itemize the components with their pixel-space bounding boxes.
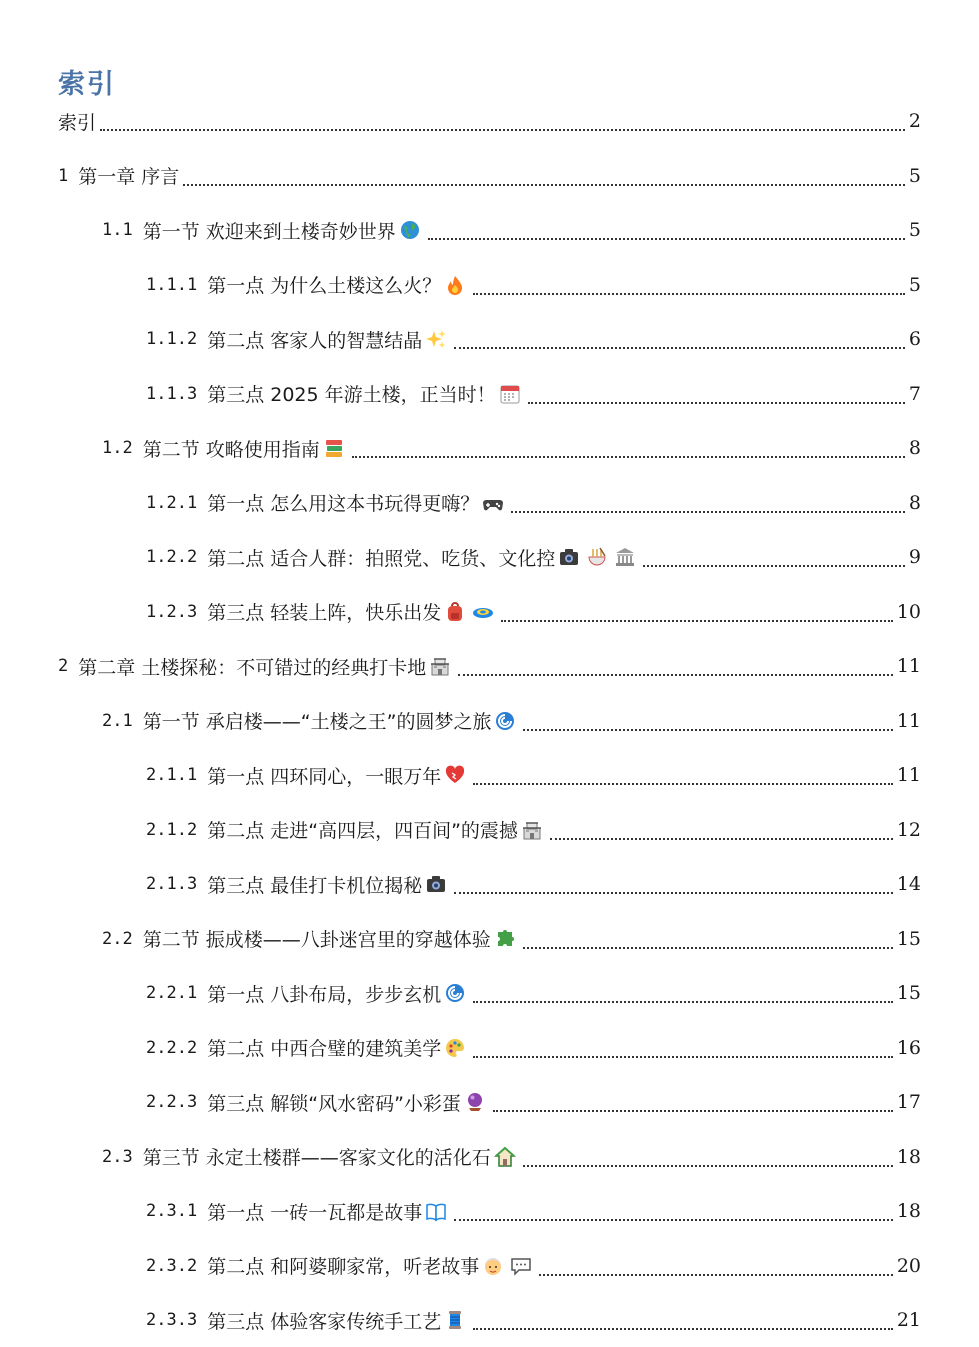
toc-entry-page: 5 [908,164,921,187]
dot-leader [454,347,905,349]
toc-entry-number: 2.2 [102,928,133,949]
toc-entry[interactable] [0,476,921,530]
toc-entry[interactable] [0,1130,921,1184]
toc-entry-number: 1.2 [102,438,133,458]
dot-leader [473,1056,893,1058]
toc-entry[interactable] [0,585,921,639]
dot-leader [523,1165,893,1167]
toc-entry-number: 1 [58,165,69,186]
gamepad-icon [482,492,504,514]
toc-entry-number: 2 [58,656,69,676]
thread-icon [444,1309,466,1331]
palette-icon [444,1037,466,1059]
dot-leader [523,729,892,731]
toc-entry-label: 第三节 永定土楼群——客家文化的活化石 [142,1147,491,1169]
dot-leader [523,947,893,949]
toc-entry-page: 8 [908,437,921,459]
toc-entry-label: 第一点 怎么用这本书玩得更嗨？ [207,493,480,515]
toc-entry-number: 2.3 [102,1146,133,1167]
toc-entry-number: 2.3.3 [146,1310,198,1330]
books-icon [323,437,345,459]
toc-entry[interactable] [0,312,921,366]
toc-entry[interactable] [0,421,921,475]
dot-leader [501,620,893,622]
toc-entry-label: 第二章 土楼探秘：不可错过的经典打卡地 [78,656,427,679]
toc-entry-label: 第一节 欢迎来到土楼奇妙世界 [142,220,396,243]
toc-entry[interactable] [0,694,921,748]
museum-icon [614,546,636,568]
toc-entry-label: 第一点 八卦布局，步步玄机 [207,983,442,1006]
toc-entry[interactable] [0,966,921,1020]
dot-leader [100,129,905,131]
dot-leader [454,1219,893,1221]
toc-entry[interactable] [0,1239,921,1293]
cyclone-icon [494,710,516,732]
toc-entry-label: 第二点 走进“高四层，四百间”的震撼 [207,820,518,842]
toc-entry[interactable] [0,1293,921,1347]
dot-leader [183,184,905,186]
toc-entry-page: 7 [908,382,921,405]
toc-entry[interactable] [0,639,921,693]
toc-entry-label: 第二节 振成楼——八卦迷宫里的穿越体验 [142,929,491,951]
toc-entry[interactable] [0,748,921,802]
fire-icon [444,274,466,296]
toc-entry-page: 2 [908,110,921,132]
toc-entry-page: 11 [896,709,921,732]
toc-entry-number: 1.2.1 [146,492,198,513]
toc-entry-label: 第一章 序言 [78,166,180,188]
dot-leader [428,238,905,240]
toc-entry-number: 2.3.1 [146,1201,198,1221]
toc-entry-number: 2.1.1 [146,765,198,785]
toc-entry-label: 第二点 客家人的智慧结晶 [207,329,423,352]
camera-icon [558,546,580,568]
toc-entry-page: 5 [908,273,921,296]
toc-entry[interactable] [0,912,921,966]
noodles-icon [586,546,608,568]
dot-leader [493,1110,893,1112]
toc-entry-page: 16 [896,1036,921,1059]
toc-entry[interactable] [0,94,921,148]
toc-entry-number: 1.1.3 [146,383,198,404]
toc-entry-number: 2.3.2 [146,1255,198,1276]
dot-leader [528,402,905,404]
toc-entry-page: 5 [908,219,921,241]
dot-leader [473,783,893,785]
toc-entry-page: 6 [908,328,921,350]
toc-entry-page: 12 [896,818,921,841]
camera-icon [425,873,447,895]
toc-entry-page: 11 [896,655,921,677]
house-icon [494,1146,516,1168]
toc-entry-number: 2.2.1 [146,983,198,1003]
toc-entry[interactable] [0,803,921,857]
flying-disc-icon [472,601,494,623]
dot-leader [511,511,905,513]
toc-entry-number: 2.1 [102,710,133,731]
dot-leader [473,1001,893,1003]
toc-entry-number: 1.1.1 [146,274,198,295]
toc-entry[interactable] [0,857,921,911]
toc-entry-number: 1.1 [102,220,133,240]
toc-entry-label: 第一点 一砖一瓦都是故事 [207,1201,423,1224]
toc-entry-label: 第三点 轻装上阵，快乐出发 [207,602,442,624]
toc-entry-label: 第二点 中西合璧的建筑美学 [207,1038,442,1060]
toc-entry-page: 14 [896,873,921,895]
toc-entry[interactable] [0,258,921,312]
toc-entry-label: 第三点 体验客家传统手工艺 [207,1310,442,1333]
dot-leader [539,1274,893,1276]
backpack-icon [444,601,466,623]
toc-entry-page: 20 [896,1254,921,1277]
dot-leader [454,892,893,894]
toc-entry-number: 2.2.2 [146,1037,198,1058]
toc-entry-number: 1.2.3 [146,601,198,622]
toc-entry-label: 第一点 四环同心，一眼万年 [207,765,442,788]
heart-icon [444,764,466,786]
toc-entry-number: 2.1.3 [146,874,198,894]
toc-entry[interactable] [0,1021,921,1075]
dot-leader [643,565,905,567]
toc-entry[interactable] [0,1184,921,1238]
toc-entry[interactable] [0,530,921,584]
toc-entry-page: 18 [896,1200,921,1222]
toc-entry-label: 索引 [58,111,97,134]
dot-leader [352,456,905,458]
toc-entry-page: 11 [896,764,921,786]
toc-title: 索引 [58,69,116,100]
toc-entry-number: 1.2.2 [146,547,198,567]
toc-entry-number: 1.1.2 [146,329,198,349]
castle-icon [429,655,451,677]
speech-bubble-icon [510,1255,532,1277]
toc-entry-label: 第三点 最佳打卡机位揭秘 [207,874,423,897]
puzzle-icon [494,928,516,950]
toc-entry-number: 2.2.3 [146,1092,198,1112]
open-book-icon [425,1200,447,1222]
toc-entry-page: 10 [896,600,921,623]
globe-icon [399,219,421,241]
toc-entry-page: 15 [896,927,921,950]
toc-entry[interactable] [0,149,921,203]
toc-entry-page: 15 [896,982,921,1004]
toc-entry-page: 17 [896,1091,921,1113]
dot-leader [473,293,905,295]
castle-icon [521,819,543,841]
toc-entry-page: 21 [896,1309,921,1331]
toc-entry[interactable] [0,203,921,257]
dot-leader [473,1328,893,1330]
toc-entry-page: 9 [908,546,921,568]
toc-entry-number: 2.1.2 [146,819,198,840]
calendar-icon [499,383,521,405]
toc-entry-label: 第二点 适合人群：拍照党、吃货、文化控 [207,547,556,570]
dot-leader [458,674,893,676]
toc-entry-label: 第二节 攻略使用指南 [142,438,320,461]
toc-entry-page: 18 [896,1145,921,1168]
toc-entry-label: 第二点 和阿婆聊家常，听老故事 [207,1256,480,1278]
toc-entry-page: 8 [908,491,921,514]
toc-entry-label: 第一点 为什么土楼这么火？ [207,275,442,297]
sparkles-icon [425,328,447,350]
toc-entry-label: 第三点 解锁“风水密码”小彩蛋 [207,1092,461,1115]
toc-entry[interactable] [0,1075,921,1129]
toc-entry-label: 第一节 承启楼——“土楼之王”的圆梦之旅 [142,711,492,733]
crystal-ball-icon [464,1091,486,1113]
toc-entry[interactable] [0,367,921,421]
dot-leader [550,838,893,840]
cyclone-icon [444,982,466,1004]
toc-entry-label: 第三点 2025 年游土楼，正当时！ [207,384,496,406]
old-woman-icon [482,1255,504,1277]
